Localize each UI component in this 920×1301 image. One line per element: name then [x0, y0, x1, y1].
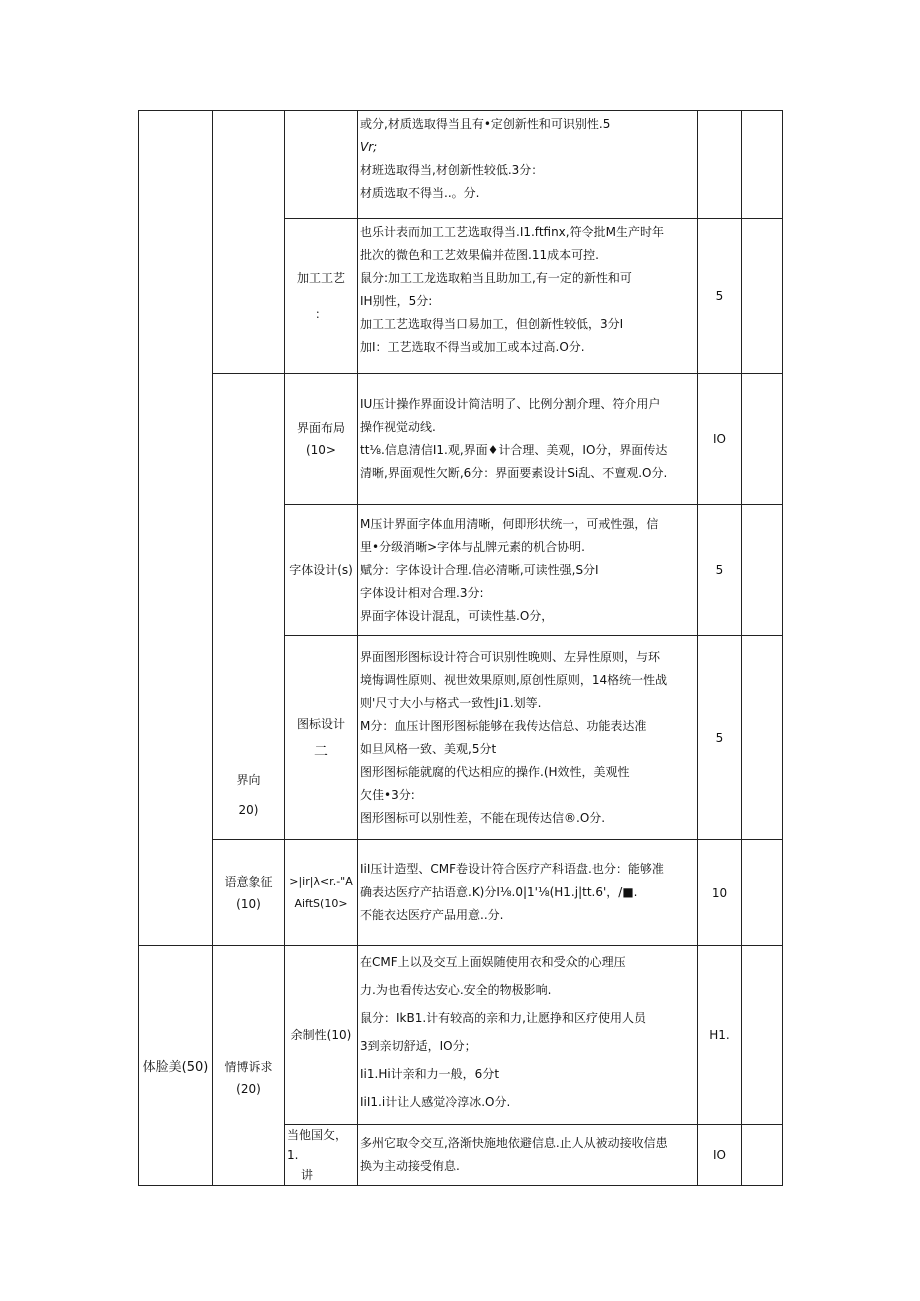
criteria-line: 赋分：字体设计合理.信必清晰,可读性强,S分I [360, 562, 599, 577]
item-label: 1. [287, 1148, 299, 1162]
blank-cell [742, 636, 783, 840]
criteria-line: 则'尺寸大小与格式一致性Ji1.划等. [360, 695, 542, 710]
subcategory-cell-interface [213, 374, 285, 840]
item-label: 二 [314, 743, 328, 760]
criteria-line: 确表达医疗产拈语意.K)分I⅛.0|1'⅛(H1.j|tt.6'，/■. [360, 885, 638, 899]
evaluation-table [138, 110, 783, 1186]
score-cell [698, 111, 742, 219]
criteria-line: 鼠分:加工工龙选取粕当且助加工,有一定的新性和可 [360, 271, 632, 285]
criteria-line: 在CMF上以及交互上面娱随使用衣和受众的心理压 [360, 955, 626, 969]
criteria-cell [358, 505, 698, 636]
criteria-line: 也乐计表而加工工艺选取得当.I1.ftfinx,符令批M生产时年 [360, 225, 664, 239]
blank-cell [742, 505, 783, 636]
criteria-cell [358, 1125, 698, 1186]
item-cell [285, 374, 358, 505]
item-cell [285, 840, 358, 946]
criteria-line: M分：血压计图形图标能够在我传达信总、功能表达准 [360, 718, 647, 733]
criteria-line: 不能衣达医疗产品用意..分. [360, 908, 504, 922]
table-row [139, 374, 783, 505]
criteria-line: 图形图标能就腐的代达相应的操作.(H效性，美观性 [360, 764, 630, 779]
blank-cell [742, 111, 783, 219]
item-cell: 余制性(10) [285, 946, 358, 1125]
blank-cell [742, 840, 783, 946]
criteria-line: 里•分级消晰>字体与乩牌元素的机合协明. [360, 539, 585, 554]
score-cell: 10 [698, 840, 742, 946]
criteria-line: 或分,材质选取得当且有•定创新性和可识别性.5 [360, 117, 611, 131]
criteria-line: IU压计操作界面设计简洁明了、比例分割介理、符介用户 [360, 397, 661, 411]
criteria-cell [358, 636, 698, 840]
subcategory-cell-upper [213, 111, 285, 374]
criteria-line: 操作视觉动线. [360, 420, 436, 434]
category-cell-upper [139, 111, 213, 946]
item-label: 加工工艺 [296, 271, 345, 285]
criteria-line: 材质选取不得当..。分. [360, 186, 480, 200]
score-cell: IO [698, 374, 742, 505]
criteria-line: 字体设计相对合理.3分: [360, 585, 484, 600]
blank-cell [742, 946, 783, 1125]
subcategory-label: (10) [236, 896, 261, 911]
criteria-cell [358, 946, 698, 1125]
criteria-line: 批次的微色和工艺效果偏并莅图.11成本可控. [360, 248, 599, 262]
table-row [139, 946, 783, 1125]
criteria-line: 境悔调性原则、视世效果原则,原创性原则，14格统一性战 [360, 672, 668, 687]
subcategory-label: 20) [238, 803, 259, 817]
criteria-line: IiI1.i计让人感觉冷淳冰.O分. [360, 1095, 511, 1109]
subcategory-label: 情博诉求 [224, 1060, 273, 1074]
score-cell: 5 [698, 219, 742, 374]
item-cell [285, 636, 358, 840]
criteria-line: 图形图标可以别性差，不能在现传达信®.O分. [360, 810, 606, 825]
item-label: (10> [305, 443, 336, 457]
item-label: 图标设计 [296, 716, 345, 731]
subcategory-label: (20) [236, 1082, 261, 1096]
criteria-line: 如旦风格一致、美观,5分t [360, 741, 497, 756]
blank-cell [742, 219, 783, 374]
criteria-line: 加I：工艺选取不得当或加工或本过高.O分. [360, 340, 585, 354]
criteria-line: 力.为也看传达安心.安全的物极影响. [360, 983, 552, 997]
blank-cell [742, 374, 783, 505]
criteria-line: 鼠分：IkB1.计有较高的亲和力,让愿挣和区疗使用人员 [360, 1011, 646, 1025]
criteria-line: 多州它取令交互,洛渐快施地依避信息.止人从被动接收信患 [360, 1136, 668, 1150]
subcategory-label: 界向 [236, 773, 261, 787]
criteria-cell [358, 219, 698, 374]
criteria-cell [358, 840, 698, 946]
criteria-line: IiI压计造型、CMF卷设计符合医疗产科语盘.也分：能够准 [360, 862, 664, 876]
table-row [139, 840, 783, 946]
item-cell [285, 111, 358, 219]
criteria-line: tt⅛.信息清信I1.观,界面♦计合理、美观，IO分，界面传达 [360, 443, 668, 457]
score-cell: IO [698, 1125, 742, 1186]
item-label: 当他国攵， [287, 1128, 348, 1142]
item-label: 讲 [301, 1168, 314, 1182]
criteria-line: 材班选取得当,材创新性较低.3分： [360, 163, 544, 177]
subcategory-label: 语意象征 [224, 874, 273, 889]
category-cell-experience: 体脸美(50) [139, 946, 213, 1186]
criteria-line: 界面图形图标设计符合可识别性晚则、左异性原则，与环 [360, 649, 661, 664]
criteria-line: Vr; [360, 140, 378, 154]
item-label: 界面布局 [296, 421, 345, 435]
criteria-line: 3到亲切舒适，IO分； [360, 1039, 477, 1053]
score-cell: H1. [698, 946, 742, 1125]
criteria-line: 欠佳•3分: [360, 787, 415, 802]
blank-cell [742, 1125, 783, 1186]
subcategory-cell [213, 840, 285, 946]
criteria-line: 加工工艺选取得当口易加工，但创新性较低，3分I [360, 317, 624, 331]
criteria-line: IH别性，5分: [360, 294, 433, 308]
criteria-cell [358, 111, 698, 219]
score-cell: 5 [698, 505, 742, 636]
item-label: >|ir|λ<r.-"A [289, 874, 353, 888]
criteria-line: 换为主动接受侑息. [360, 1159, 460, 1173]
criteria-line: M压计界面字体血用清晰，何即形状统一，可戒性强，信 [360, 516, 659, 531]
item-cell [285, 219, 358, 374]
score-cell: 5 [698, 636, 742, 840]
subcategory-cell [213, 946, 285, 1186]
criteria-line: 清晰,界面观性欠断,6分：界面要素设计Si乱、不亶观.O分. [360, 466, 668, 480]
criteria-line: Ii1.Hi计亲和力一般，6分t [360, 1067, 500, 1081]
item-label: ： [314, 307, 327, 321]
item-label: AiftS(10> [294, 896, 348, 910]
item-cell [285, 1125, 358, 1186]
item-cell: 字体设计(s) [285, 505, 358, 636]
criteria-cell [358, 374, 698, 505]
criteria-line: 界面字体设计混乱，可读性基.O分， [360, 608, 554, 623]
table-row [139, 111, 783, 219]
